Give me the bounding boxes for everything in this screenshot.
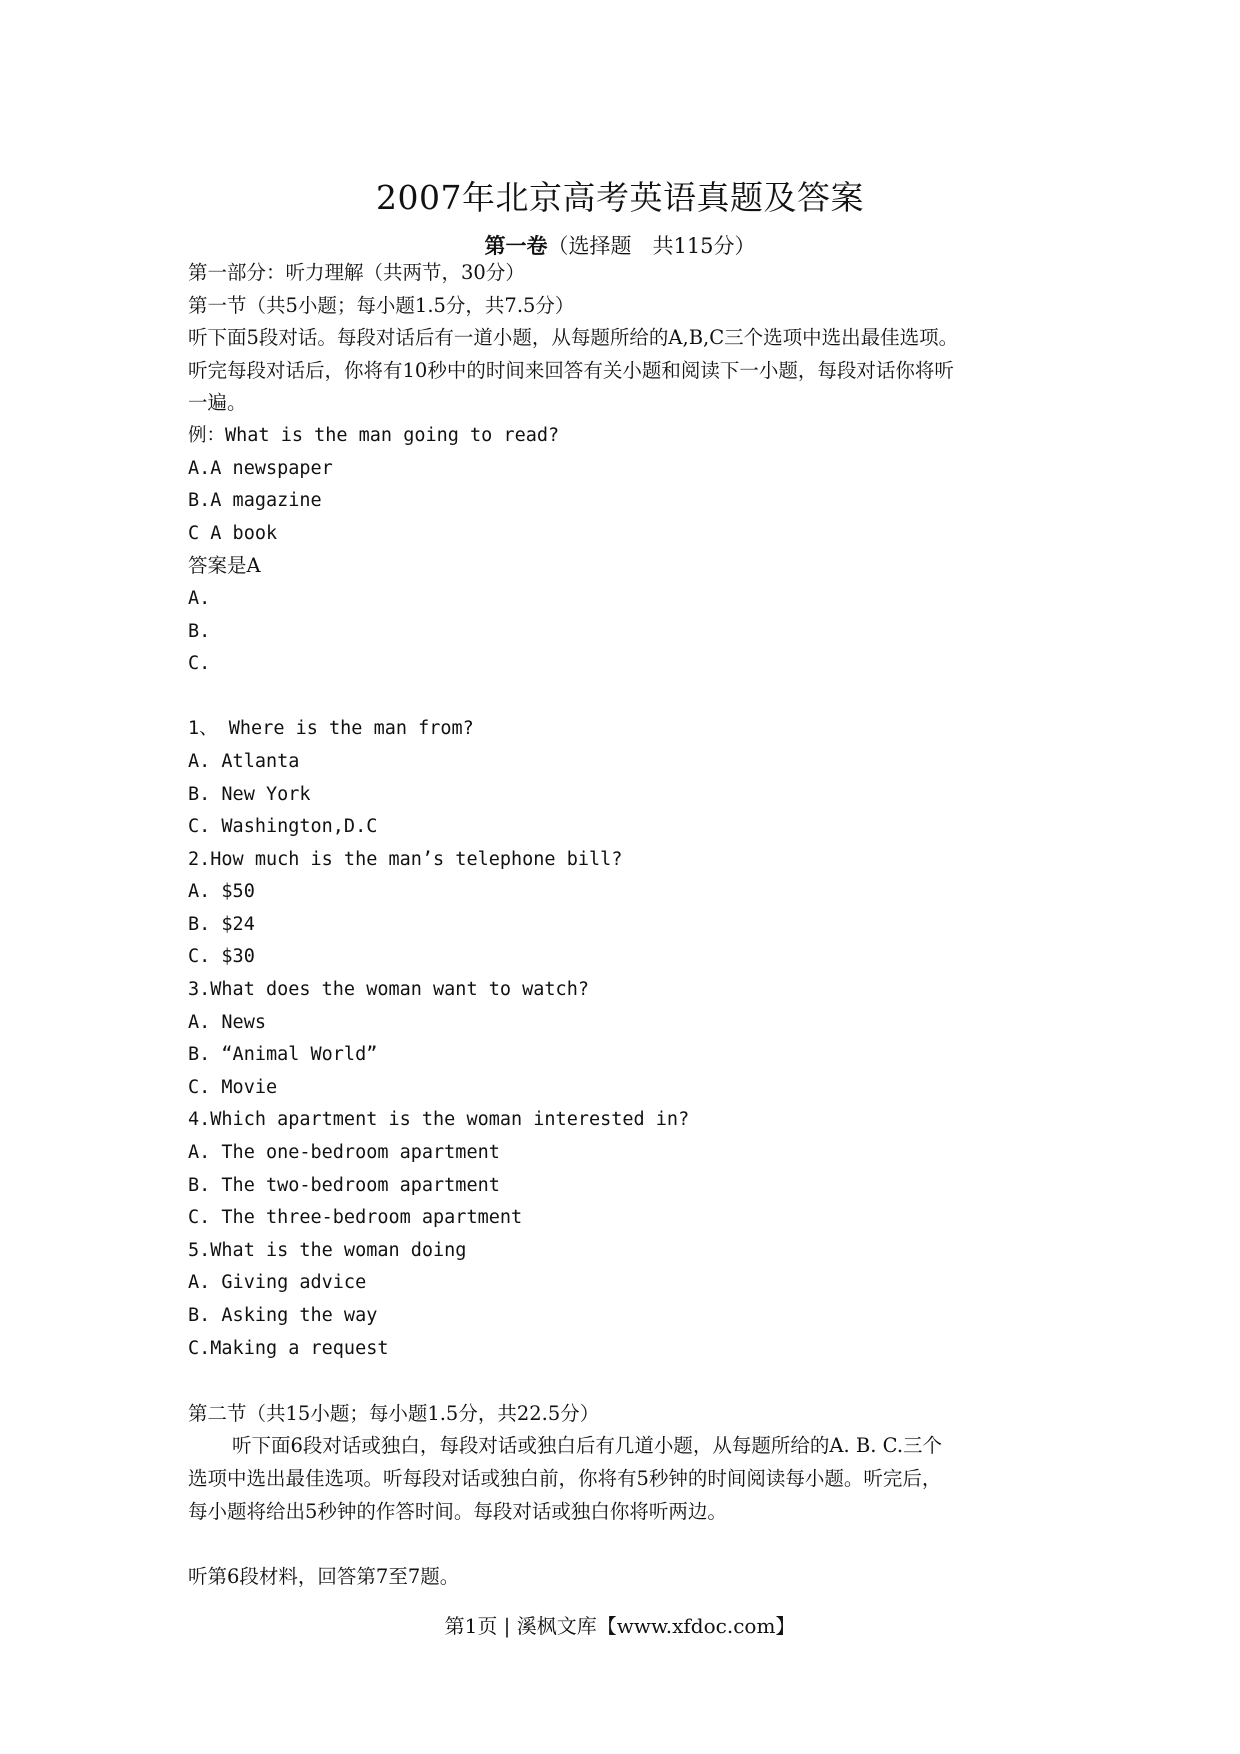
question-option: C.Making a request xyxy=(188,1337,389,1359)
example-option: B.A magazine xyxy=(188,490,322,512)
question-option: C. The three-bedroom apartment xyxy=(188,1207,523,1229)
question-option: A. Atlanta xyxy=(188,750,300,772)
question-option: B. New York xyxy=(188,783,311,805)
question-stem: 1、 Where is the man from? xyxy=(188,718,474,740)
example-blank-option: A. xyxy=(188,587,211,609)
instructions1-line: 一遍。 xyxy=(188,391,247,415)
example-option: A.A newspaper xyxy=(188,457,333,479)
question-option: C. Movie xyxy=(188,1076,278,1098)
example-question: 例：What is the man going to read? xyxy=(188,424,560,446)
question-option: B. The two-bedroom apartment xyxy=(188,1174,500,1196)
question-option: C. $30 xyxy=(188,946,255,968)
question-stem: 4.Which apartment is the woman interested in? xyxy=(188,1109,690,1131)
example-option: C A book xyxy=(188,522,278,544)
volume-heading-bold: 第一卷 xyxy=(484,233,548,258)
question-option: A. The one-bedroom apartment xyxy=(188,1142,500,1164)
material6-heading: 听第6段材料，回答第7至7题。 xyxy=(188,1564,460,1588)
question-option: B. “Animal World” xyxy=(188,1044,378,1066)
example-blank-option: B. xyxy=(188,620,211,642)
question-stem: 2.How much is the man’s telephone bill? xyxy=(188,848,623,870)
instructions1-line: 听下面5段对话。每段对话后有一道小题，从每题所给的A,B,C三个选项中选出最佳选项。 xyxy=(188,326,959,350)
section1-heading: 第一节（共5小题；每小题1.5分，共7.5分） xyxy=(188,293,575,317)
spacer xyxy=(188,1528,1068,1561)
volume-heading-rest: （选择题 共115分） xyxy=(547,234,756,258)
question-stem: 5.What is the woman doing xyxy=(188,1239,467,1261)
instructions2-line: 选项中选出最佳选项。听每段对话或独白前，你将有5秒钟的时间阅读每小题。听完后， xyxy=(188,1466,942,1490)
volume-heading xyxy=(0,230,1240,260)
question-option: A. Giving advice xyxy=(188,1272,367,1294)
question-option: B. $24 xyxy=(188,913,255,935)
question-option: A. News xyxy=(188,1011,266,1033)
example-answer: 答案是A xyxy=(188,554,261,578)
example-blank-option: C. xyxy=(188,653,211,675)
question-option: C. Washington,D.C xyxy=(188,816,378,838)
section2-heading: 第二节（共15小题；每小题1.5分，共22.5分） xyxy=(188,1401,600,1425)
document-body xyxy=(188,257,1068,1593)
instructions2-line: 听下面6段对话或独白，每段对话或独白后有几道小题，从每题所给的A. B. C.三个 xyxy=(232,1434,943,1458)
question-stem: 3.What does the woman want to watch? xyxy=(188,979,589,1001)
spacer xyxy=(188,1365,1068,1398)
instructions1-line: 听完每段对话后，你将有10秒中的时间来回答有关小题和阅读下一小题，每段对话你将听 xyxy=(188,358,954,382)
part1-heading: 第一部分：听力理解（共两节，30分） xyxy=(188,261,525,284)
instructions2-line: 每小题将给出5秒钟的作答时间。每段对话或独白你将听两边。 xyxy=(188,1499,727,1523)
page-footer: 第1页 | 溪枫文库【www.xfdoc.com】 xyxy=(444,1614,796,1638)
spacer xyxy=(188,681,1068,714)
document-title: 2007年北京高考英语真题及答案 xyxy=(376,178,864,217)
question-option: B. Asking the way xyxy=(188,1305,378,1326)
question-option: A. $50 xyxy=(188,881,255,903)
